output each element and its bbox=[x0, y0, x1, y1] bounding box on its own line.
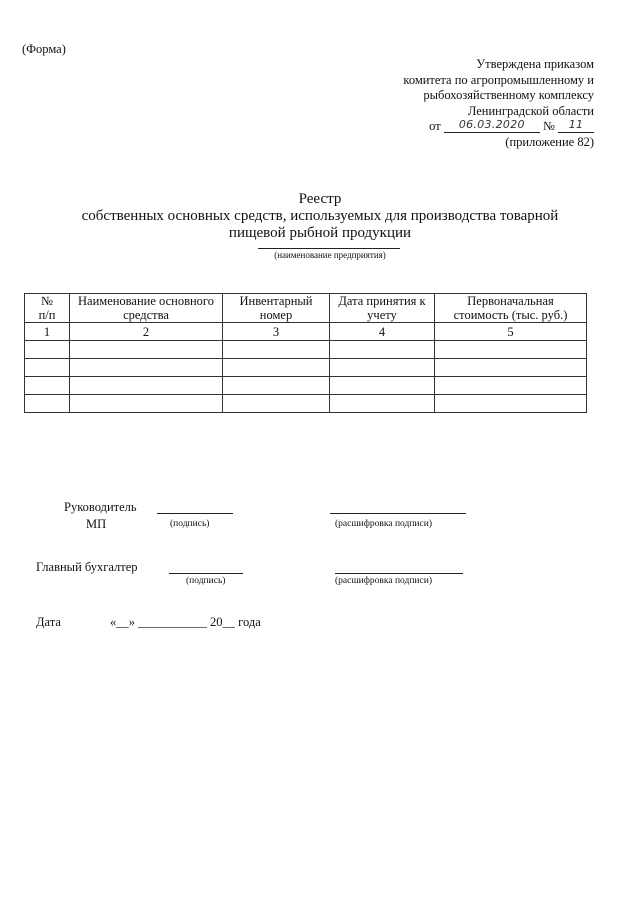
table-cell[interactable] bbox=[435, 341, 587, 359]
header-acceptance-date: Дата принятия к учету bbox=[330, 294, 435, 323]
table-cell[interactable] bbox=[25, 377, 70, 395]
table-cell[interactable] bbox=[70, 395, 223, 413]
head-decoding-line[interactable] bbox=[330, 513, 466, 514]
table-cell[interactable] bbox=[223, 341, 330, 359]
table-cell[interactable] bbox=[70, 341, 223, 359]
order-date-handwritten: 06.03.2020 bbox=[458, 118, 525, 131]
table-cell[interactable] bbox=[70, 359, 223, 377]
table-cell[interactable] bbox=[330, 377, 435, 395]
accountant-decoding-line[interactable] bbox=[335, 573, 463, 574]
header-asset-name: Наименование основного средства bbox=[70, 294, 223, 323]
table-cell[interactable] bbox=[70, 377, 223, 395]
organization-name-line bbox=[258, 248, 400, 249]
approval-block bbox=[403, 57, 594, 150]
organization-name-caption: (наименование предприятия) bbox=[274, 250, 386, 260]
order-date-field bbox=[444, 119, 540, 133]
order-number-field bbox=[558, 119, 594, 133]
table-cell[interactable] bbox=[330, 359, 435, 377]
header-number: № п/п bbox=[25, 294, 70, 323]
table-cell: 2 bbox=[70, 323, 223, 341]
title-line-2: собственных основных средств, используемых для производства товарной bbox=[81, 208, 559, 224]
table-cell[interactable] bbox=[25, 359, 70, 377]
head-decoding-caption: (расшифровка подписи) bbox=[335, 519, 432, 529]
document-title bbox=[0, 191, 640, 242]
table-cell[interactable] bbox=[330, 341, 435, 359]
table-cell: 5 bbox=[435, 323, 587, 341]
table-header-row bbox=[25, 294, 587, 323]
table-cell[interactable] bbox=[25, 395, 70, 413]
table-cell[interactable] bbox=[330, 395, 435, 413]
header-initial-cost: Первоначальная стоимость (тыс. руб.) bbox=[435, 294, 587, 323]
table-cell: 4 bbox=[330, 323, 435, 341]
head-label: Руководитель bbox=[64, 500, 137, 514]
accountant-signature-line[interactable] bbox=[169, 573, 243, 574]
table-cell[interactable] bbox=[435, 395, 587, 413]
table-numbering-row bbox=[25, 323, 587, 341]
order-line bbox=[403, 119, 594, 135]
title-line-1: Реестр bbox=[298, 191, 342, 207]
approval-line-4: Ленинградской области bbox=[467, 103, 594, 118]
approval-line-1: Утверждена приказом bbox=[476, 57, 594, 71]
table-cell: 1 bbox=[25, 323, 70, 341]
order-prefix: от bbox=[429, 119, 441, 133]
table-cell: 3 bbox=[223, 323, 330, 341]
table-cell[interactable] bbox=[435, 359, 587, 377]
accountant-decoding-caption: (расшифровка подписи) bbox=[335, 576, 432, 586]
date-label: Дата bbox=[36, 615, 61, 629]
table-cell[interactable] bbox=[435, 377, 587, 395]
appendix-note: (приложение 82) bbox=[505, 134, 594, 149]
order-number-label: № bbox=[542, 119, 555, 133]
accountant-signature-caption: (подпись) bbox=[186, 576, 226, 586]
table-cell[interactable] bbox=[223, 377, 330, 395]
table-row bbox=[25, 377, 587, 395]
table-row bbox=[25, 341, 587, 359]
header-inventory-number: Инвентарный номер bbox=[223, 294, 330, 323]
order-number-handwritten: 11 bbox=[568, 118, 584, 131]
chief-accountant-label: Главный бухгалтер bbox=[36, 560, 138, 574]
form-label: (Форма) bbox=[22, 42, 66, 56]
head-signature-caption: (подпись) bbox=[170, 519, 210, 529]
approval-line-3: рыбохозяйственному комплексу bbox=[423, 88, 594, 102]
head-signature-line[interactable] bbox=[157, 513, 233, 514]
table-row bbox=[25, 395, 587, 413]
date-field[interactable]: «__» ___________ 20__ года bbox=[110, 615, 261, 629]
approval-line-2: комитета по агропромышленному и bbox=[403, 72, 594, 87]
table-cell[interactable] bbox=[223, 395, 330, 413]
registry-table bbox=[24, 293, 587, 413]
table-row bbox=[25, 359, 587, 377]
table-cell[interactable] bbox=[223, 359, 330, 377]
table-cell[interactable] bbox=[25, 341, 70, 359]
title-line-3: пищевой рыбной продукции bbox=[228, 225, 412, 241]
stamp-label: МП bbox=[86, 517, 107, 531]
